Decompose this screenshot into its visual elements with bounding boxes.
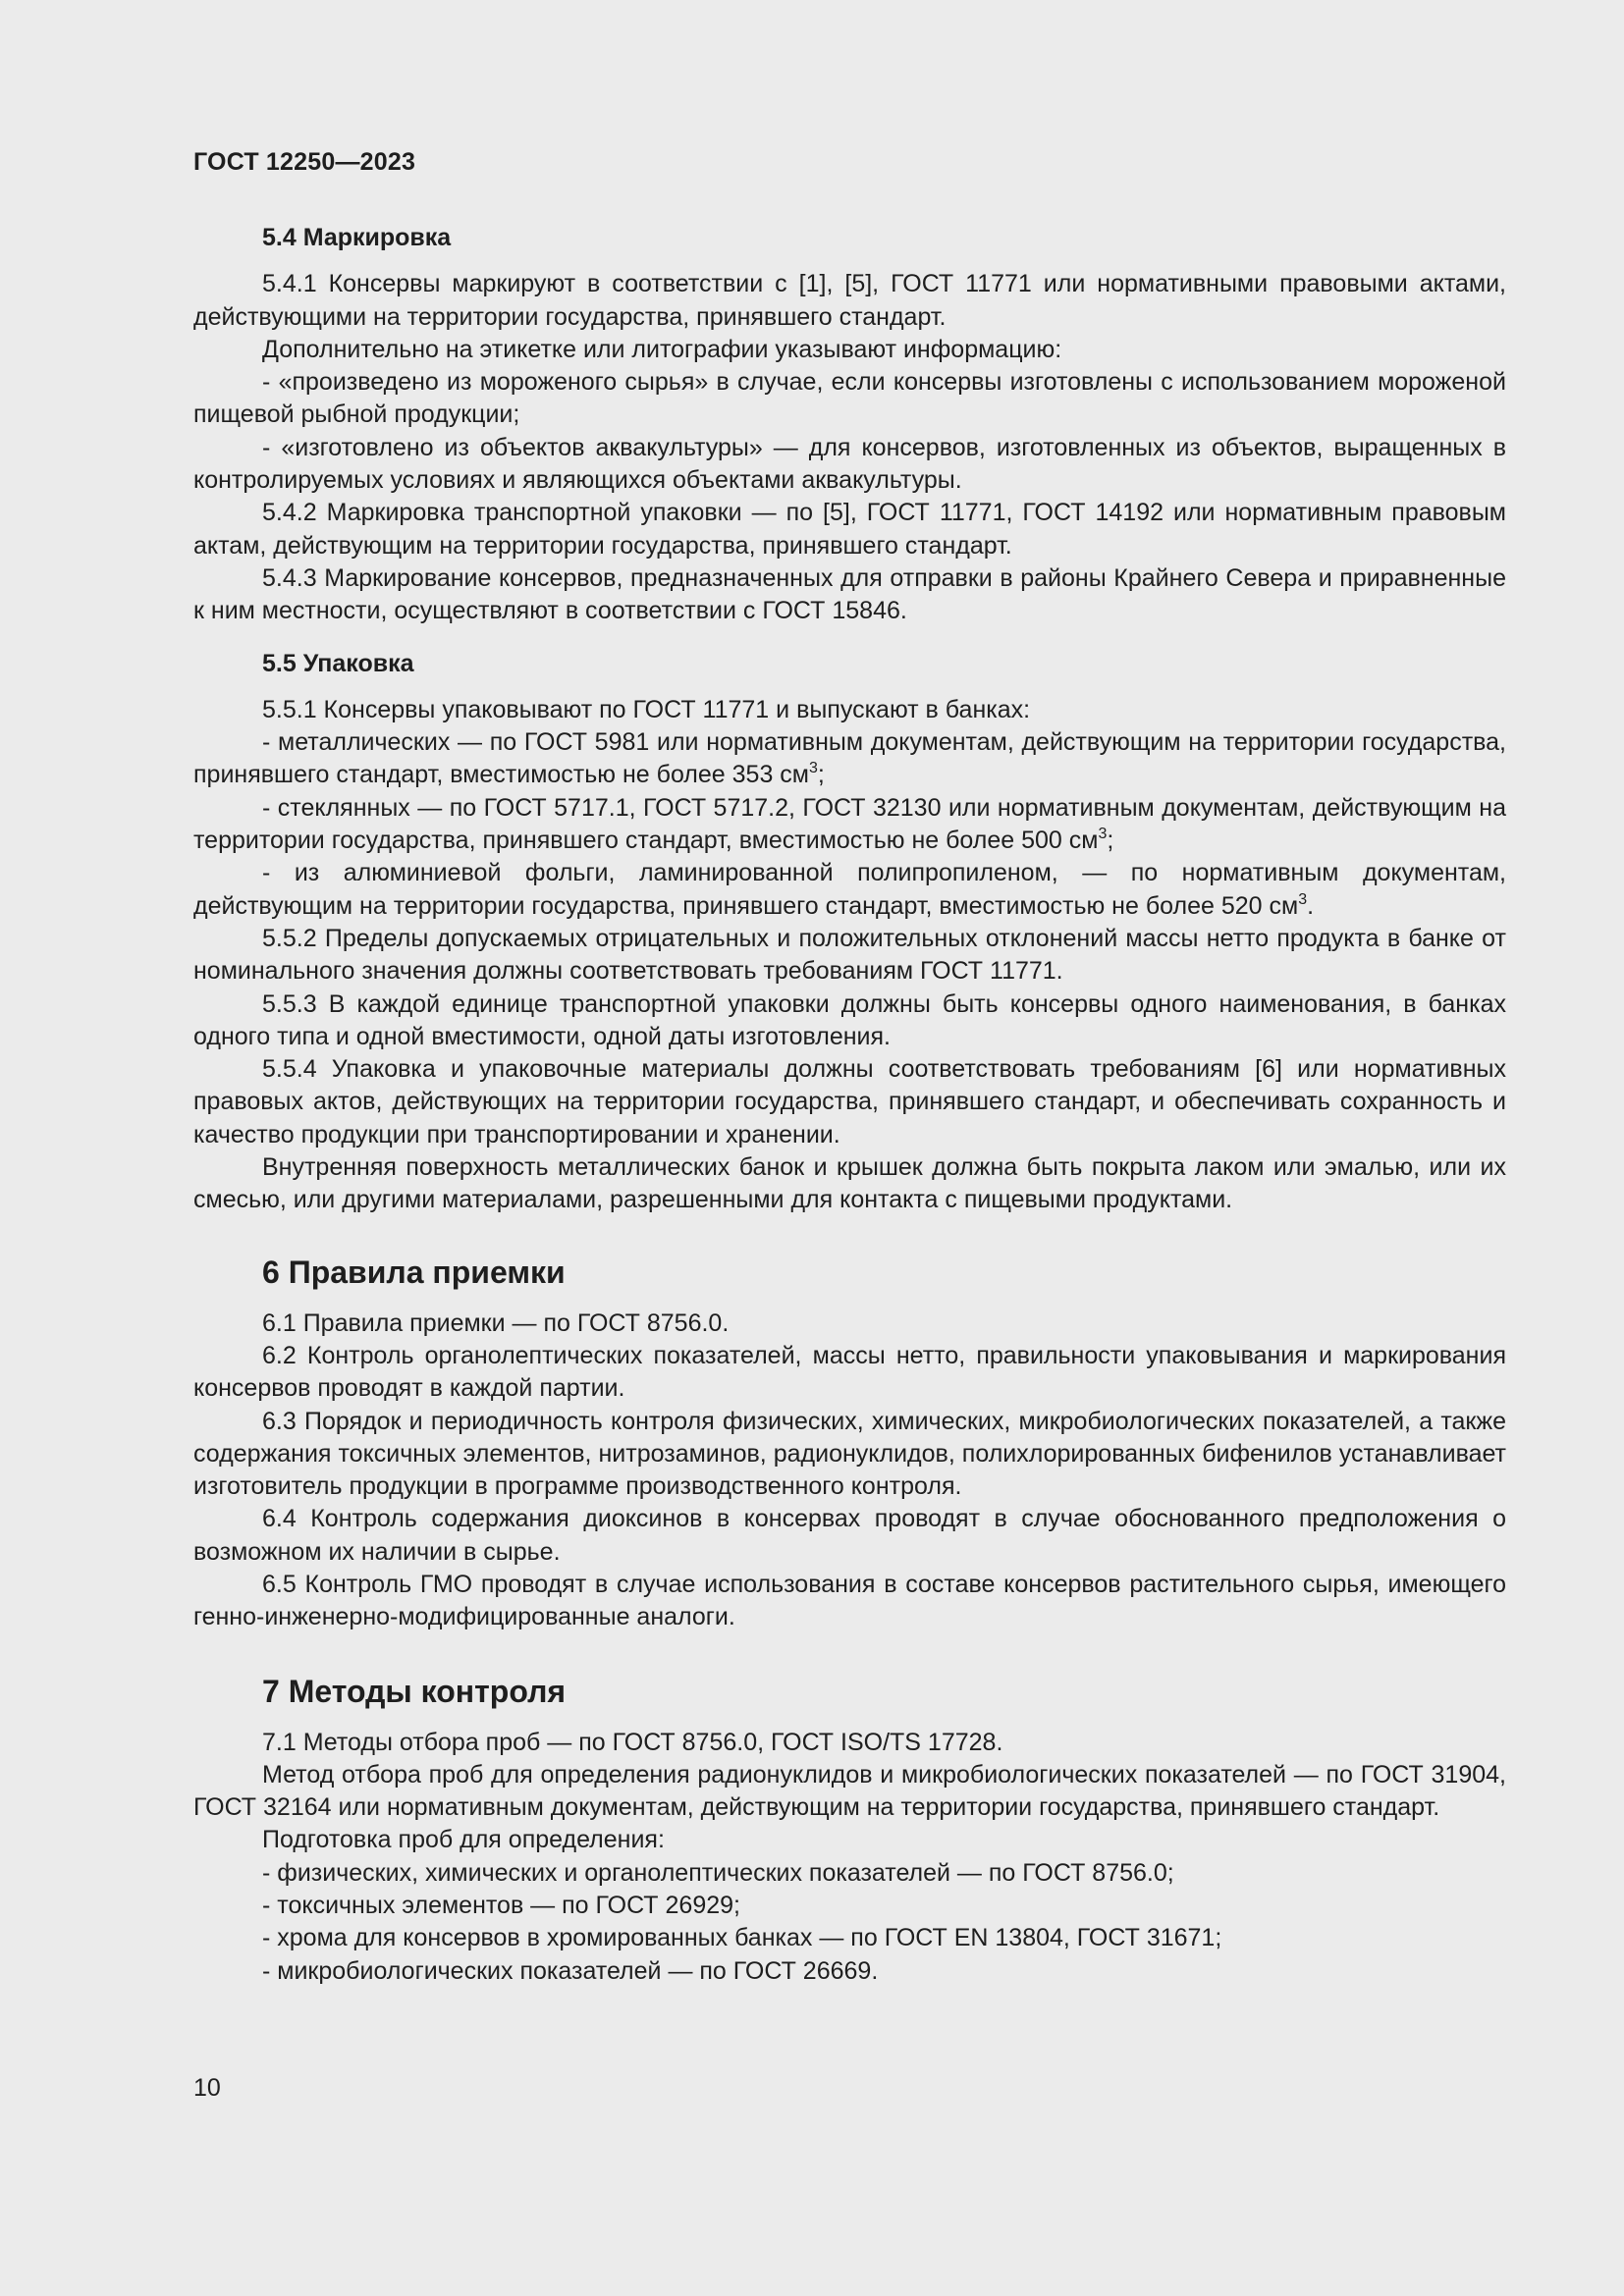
list-item-physical: - физических, химических и органолептических показателей — по ГОСТ 8756.0; — [262, 1858, 1174, 1887]
list-item-frozen-raw: - «произведено из мороженого сырья» в случае, если консервы изготовлены с использованием мороженой пищевой рыбной продукции; — [193, 368, 1506, 429]
list-item-glass-cans — [193, 792, 1506, 858]
paragraph-6-3: 6.3 Порядок и периодичность контроля физических, химических, микробиологических показателей, а также содержания токсичных элементов, нитрозаминов, радионуклидов, полихлорированных бифенилов устанавливает изготовитель продукции в программе производственного контроля. — [193, 1407, 1506, 1501]
superscript: 3 — [809, 760, 818, 777]
paragraph-5-5-4: 5.5.4 Упаковка и упаковочные материалы должны соответствовать требованиям [6] или нормативных правовых актов, действующих на территории государства, принявшего стандарт, и обеспечивать сохранность и качество продукции при транспортировании и хранении. — [193, 1055, 1506, 1148]
paragraph-5-4-3: 5.4.3 Маркирование консервов, предназначенных для отправки в районы Крайнего Севера и приравненные к ним местности, осуществляют в соответствии с ГОСТ 15846. — [193, 563, 1506, 625]
paragraph-6-5: 6.5 Контроль ГМО проводят в случае использования в составе консервов растительного сырья, имеющего генно-инженерно-модифицированные аналоги. — [193, 1570, 1506, 1631]
list-item-metal-cans-text: - металлических — по ГОСТ 5981 или нормативным документам, действующим на территории государства, принявшего стандарт, вместимостью не более 353 см — [193, 728, 1506, 789]
page-number: 10 — [193, 2074, 221, 2102]
paragraph-5-5-1: 5.5.1 Консервы упаковывают по ГОСТ 11771 и выпускают в банках: — [262, 695, 1031, 723]
list-item-metal-cans — [193, 726, 1506, 792]
list-item-foil-cans-text: - из алюминиевой фольги, ламинированной полипропиленом, — по нормативным документам, действующим на территории государства, принявшего стандарт, вместимостью не более 520 см — [193, 859, 1506, 920]
list-item-foil-cans — [193, 857, 1506, 923]
document-code: ГОСТ 12250—2023 — [193, 148, 416, 176]
paragraph-5-4-1: 5.4.1 Консервы маркируют в соответствии с [1], [5], ГОСТ 11771 или нормативными правовыми актами, действующими на территории государства, принявшего стандарт. — [193, 270, 1506, 331]
paragraph-6-4: 6.4 Контроль содержания диоксинов в консервах проводят в случае обоснованного предположения о возможном их наличии в сырье. — [193, 1505, 1506, 1566]
punctuation: . — [1307, 891, 1315, 920]
paragraph-inner-surface: Внутренняя поверхность металлических банок и крышек должна быть покрыта лаком или эмалью, или их смесью, или другими материалами, разрешенными для контакта с пищевыми продуктами. — [193, 1153, 1506, 1214]
section-heading-5-4: 5.4 Маркировка — [262, 224, 452, 251]
superscript: 3 — [1098, 826, 1108, 843]
paragraph-7-1: 7.1 Методы отбора проб — по ГОСТ 8756.0, ГОСТ ISO/TS 17728. — [262, 1728, 1003, 1756]
list-item-toxic: - токсичных элементов — по ГОСТ 26929; — [262, 1892, 740, 1920]
paragraph-6-2: 6.2 Контроль органолептических показателей, массы нетто, правильности упаковывания и маркирования консервов проводят в каждой партии. — [193, 1341, 1506, 1403]
superscript: 3 — [1298, 890, 1308, 908]
list-item-microbiological: - микробиологических показателей — по ГОСТ 26669. — [262, 1956, 879, 1985]
paragraph-5-4-intro: Дополнительно на этикетке или литографии указывают информацию: — [262, 335, 1062, 363]
section-heading-5-5: 5.5 Упаковка — [262, 649, 414, 677]
punctuation: ; — [1107, 827, 1114, 855]
paragraph-sample-prep: Подготовка проб для определения: — [262, 1826, 665, 1854]
paragraph-5-5-3: 5.5.3 В каждой единице транспортной упаковки должны быть консервы одного наименования, в банках одного типа и одной вместимости, одной даты изготовления. — [193, 989, 1506, 1050]
page-content — [193, 222, 1506, 1988]
paragraph-5-5-2: 5.5.2 Пределы допускаемых отрицательных и положительных отклонений массы нетто продукта в банке от номинального значения должны соответствовать требованиям ГОСТ 11771. — [193, 924, 1506, 986]
punctuation: ; — [817, 761, 825, 789]
paragraph-5-4-2: 5.4.2 Маркировка транспортной упаковки — по [5], ГОСТ 11771, ГОСТ 14192 или нормативным правовым актам, действующим на территории государства, принявшего стандарт. — [193, 499, 1506, 560]
list-item-aquaculture: - «изготовлено из объектов аквакультуры» — для консервов, изготовленных из объектов, выращенных в контролируемых условиях и являющихся объектами аквакультуры. — [193, 433, 1506, 495]
paragraph-sampling-method: Метод отбора проб для определения радионуклидов и микробиологических показателей — по ГОСТ 31904, ГОСТ 32164 или нормативным документам, действующим на территории государства, принявшего стандарт. — [193, 1760, 1506, 1822]
list-item-chromium: - хрома для консервов в хромированных банках — по ГОСТ EN 13804, ГОСТ 31671; — [262, 1924, 1222, 1952]
list-item-glass-cans-text: - стеклянных — по ГОСТ 5717.1, ГОСТ 5717.2, ГОСТ 32130 или нормативным документам, действующим на территории государства, принявшего стандарт, вместимостью не более 500 см — [193, 793, 1506, 855]
paragraph-6-1: 6.1 Правила приемки — по ГОСТ 8756.0. — [262, 1308, 730, 1337]
section-heading-7: 7 Методы контроля — [262, 1673, 567, 1709]
section-heading-6: 6 Правила приемки — [262, 1254, 566, 1290]
